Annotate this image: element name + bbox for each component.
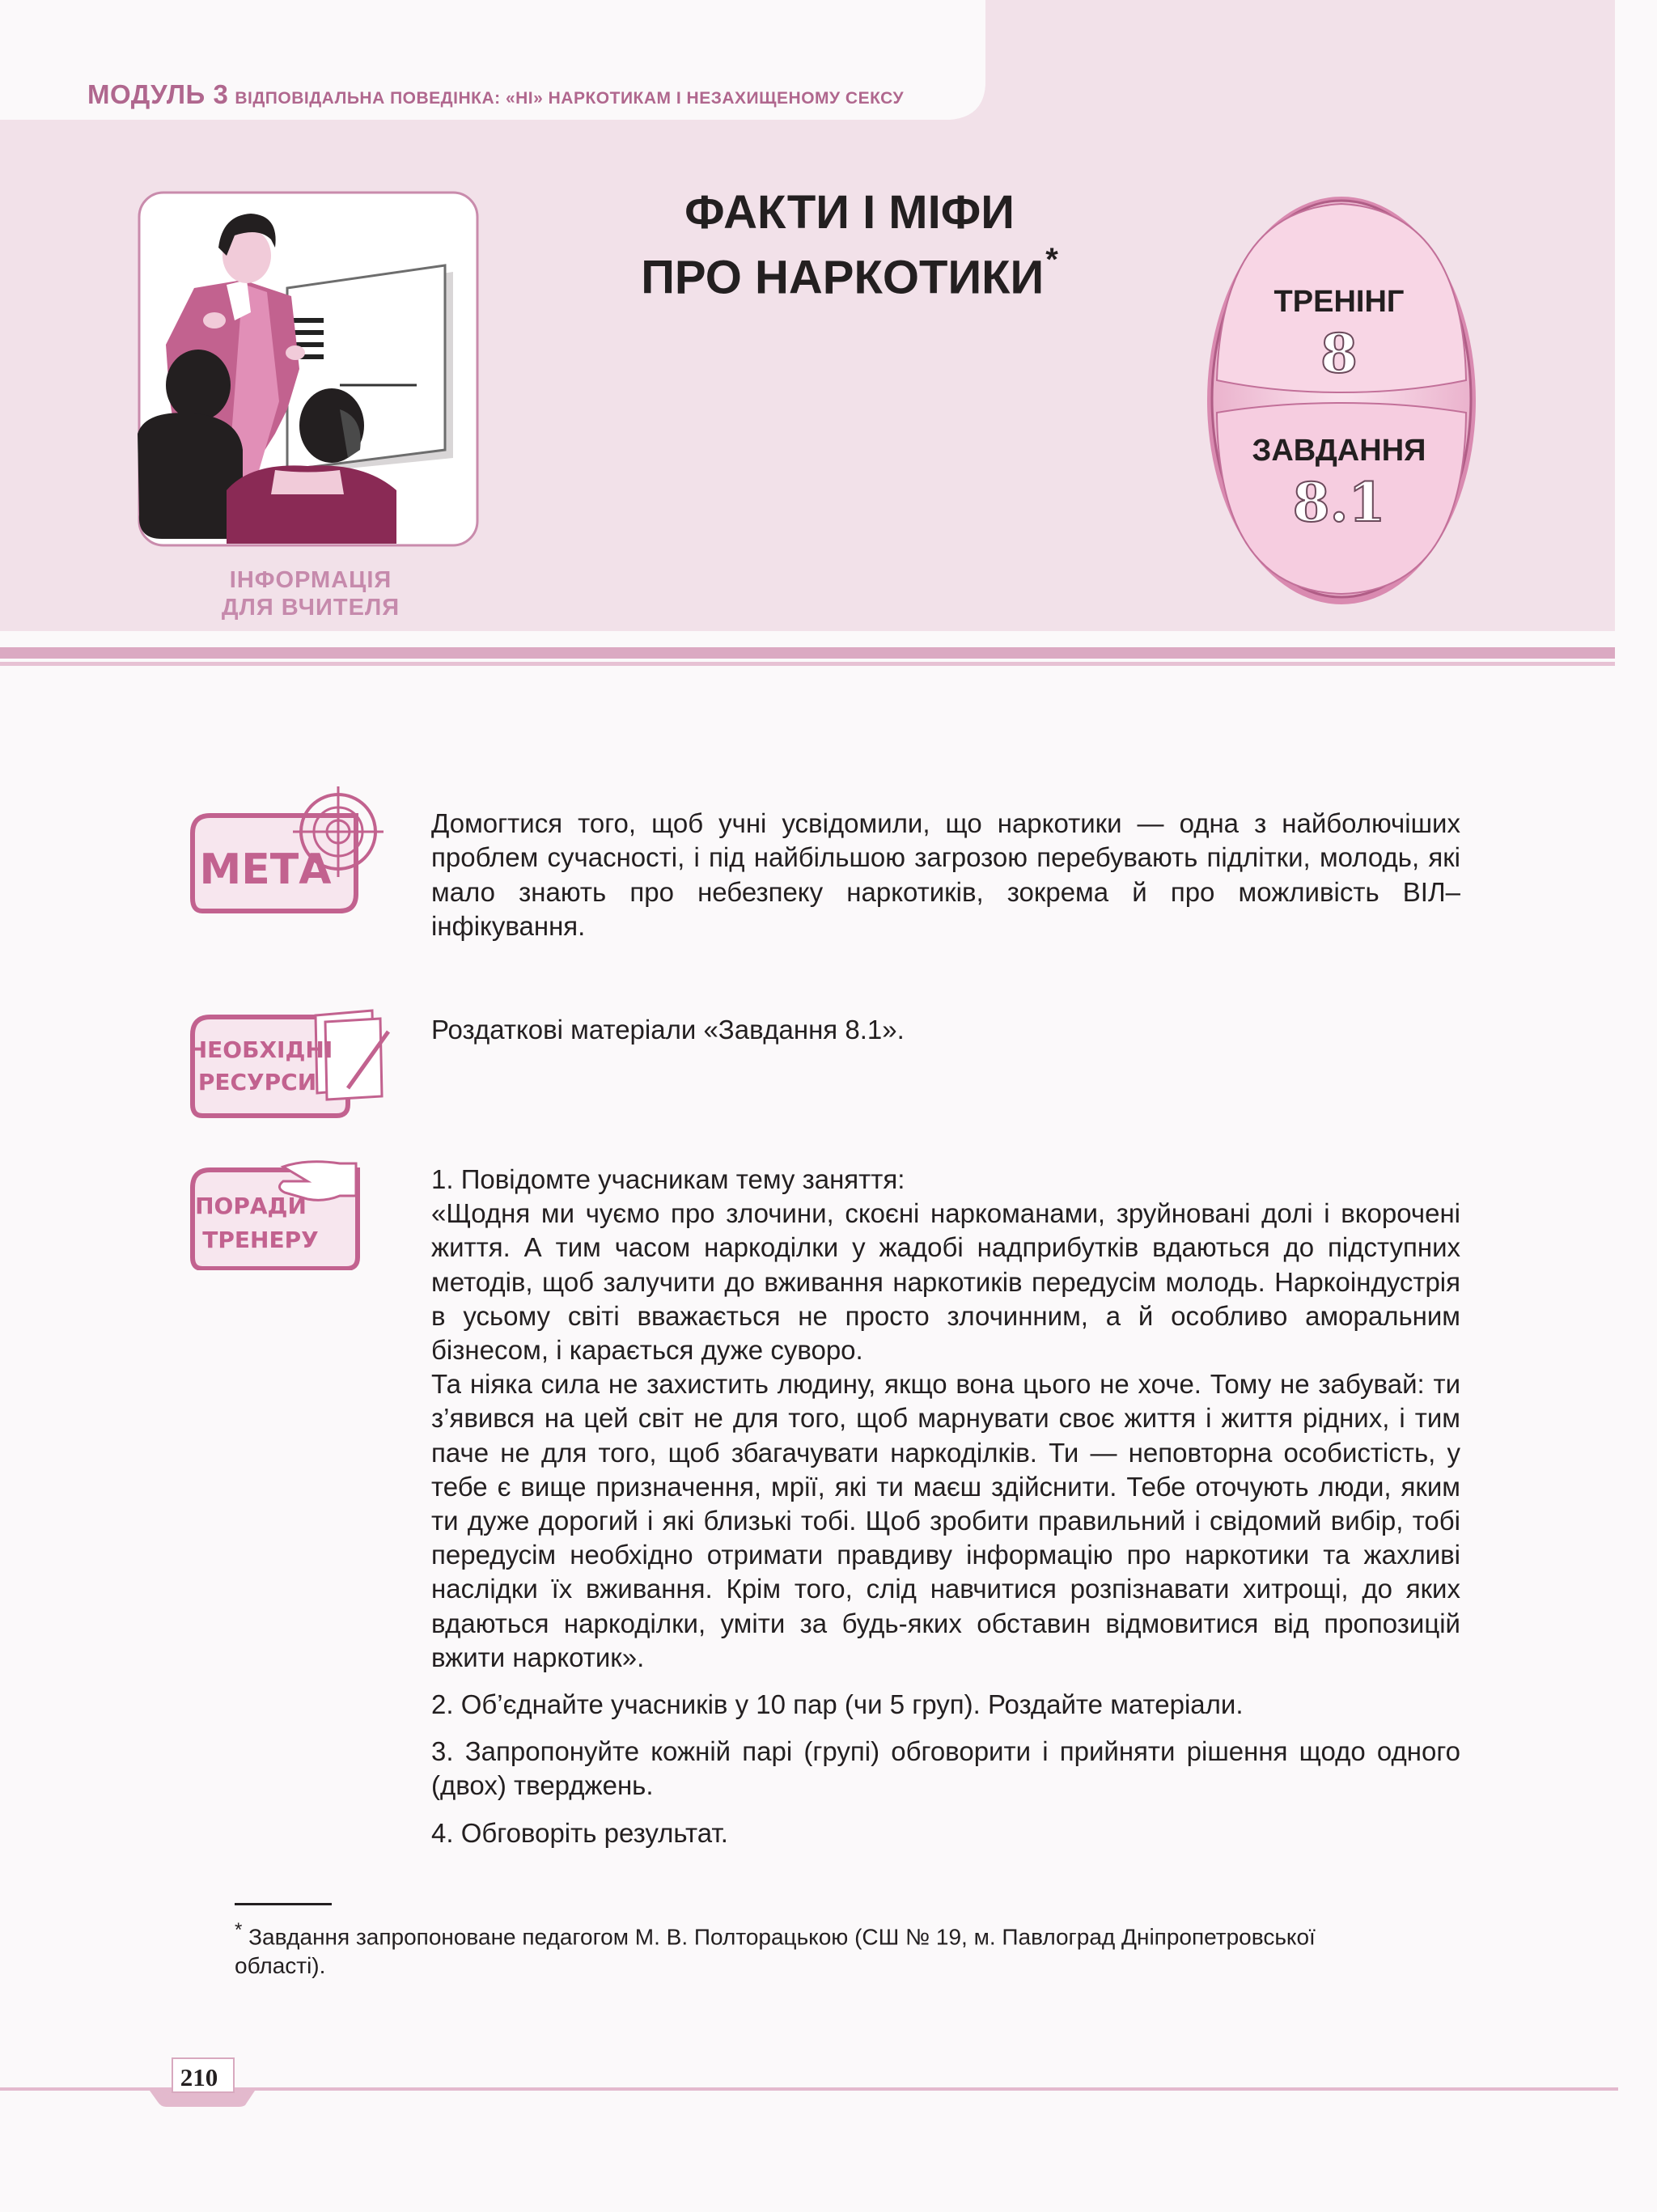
page-number: 210: [180, 2063, 218, 2091]
training-label: ТРЕНІНГ: [1273, 285, 1405, 319]
header-divider-thin: [0, 662, 1615, 666]
resources-icon: [186, 1007, 396, 1121]
resources-text: Роздаткові матеріали «Завдання 8.1».: [431, 1015, 905, 1045]
resources-icon-label-2: РЕСУРСИ: [197, 1069, 317, 1095]
training-badge: [1206, 194, 1481, 607]
tips-step-2: 2. Об’єднайте учасників у 10 пар (чи 5 груп). Роздайте матеріали.: [431, 1689, 1244, 1720]
title-line1: ФАКТИ І МІФИ: [684, 186, 1015, 239]
teacher-info-label: [141, 566, 481, 621]
module-label: МОДУЛЬ 3: [87, 79, 229, 109]
tips-step-1: 1. Повідомте учасникам тему заняття:: [431, 1164, 905, 1194]
training-number: 8: [1320, 322, 1358, 385]
header-divider: [0, 647, 1615, 659]
tips-icon-label-1: ПОРАДИ: [195, 1193, 307, 1219]
tips-icon-label-2: ТРЕНЕРУ: [202, 1227, 319, 1253]
footnote-mark: *: [235, 1919, 243, 1941]
tips-icon: [186, 1157, 380, 1270]
module-subtitle: ВІДПОВІДАЛЬНА ПОВЕДІНКА: «НІ» НАРКОТИКАМ І НЕЗАХИЩЕНОМУ СЕКСУ: [235, 89, 905, 108]
title-line2: ПРО НАРКОТИКИ: [641, 251, 1045, 304]
teacher-info-line2: ДЛЯ ВЧИТЕЛЯ: [221, 595, 400, 621]
footnote-text: Завдання запропоноване педагогом М. В. Полторацькою (СШ № 19, м. Павлоград Дніпропетровської області).: [235, 1924, 1316, 1979]
title-footnote-mark: *: [1045, 242, 1058, 278]
resources-icon-label-1: НЕОБХІДНІ: [188, 1036, 333, 1063]
tips-step-4: 4. Обговоріть результат.: [431, 1817, 728, 1848]
tips-quote-2: Та ніяка сила не захистить людину, якщо вона цього не хоче. Тому не забувай: ти з’явився на цей світ не для того, щоб марнувати своє життя і життя рідних, і тим паче не для того, щоб збагачувати наркоділків. Ти — неповторна особистість, у тебе є вище призначення, мрії, які ти маєш здійснити. Тебе оточують люди, яким ти дуже дорогий і які близькі тобі. Щоб зробити правильний і свідомий вибір, тобі передусім необхідно отримати правдиву інформацію про наркотики та жахливі наслідки їх вживання. Крім того, слід навчитися розпізнавати хитрощі, до яких вдаються наркоділки, уміти за будь-яких обставин відмовитися від пропозицій вжити наркотик».: [431, 1369, 1460, 1672]
goal-icon: [186, 785, 388, 922]
tips-step-3: 3. Запропонуйте кожній парі (групі) обговорити і прийняти рішення щодо одного (двох) тверджень.: [431, 1736, 1460, 1801]
tips-quote-1: «Щодня ми чуємо про злочини, скоєні наркоманами, зруйновані долі і вкорочені життя. А тим часом наркоділки у жадобі надприбутків вдаються до підступних методів, щоб залучити до вживання наркотиків передусім молодь. Наркоіндустрія в усьому світі вважається не просто злочинним, а й особливо аморальним бізнесом, і карається дуже суворо.: [431, 1198, 1460, 1366]
footnote: [235, 1916, 1384, 1981]
module-line: [87, 79, 904, 110]
goal-text: Домогтися того, щоб учні усвідомили, що наркотики — одна з найболючіших проблем сучасності, і під найбільшою загрозою перебувають підлітки, молодь, які мало знають про небезпеку наркотиків, зокрема й про можливість ВІЛ–інфікування.: [431, 808, 1460, 941]
page-title: [558, 186, 1141, 304]
footnote-rule: [235, 1903, 332, 1905]
tips-text: [431, 1163, 1460, 1850]
goal-icon-label: МЕТА: [199, 845, 332, 894]
teacher-info-line1: ІНФОРМАЦІЯ: [229, 567, 392, 593]
task-number: 8.1: [1292, 471, 1386, 534]
teacher-illustration: [138, 191, 479, 547]
task-label: ЗАВДАННЯ: [1252, 434, 1426, 468]
